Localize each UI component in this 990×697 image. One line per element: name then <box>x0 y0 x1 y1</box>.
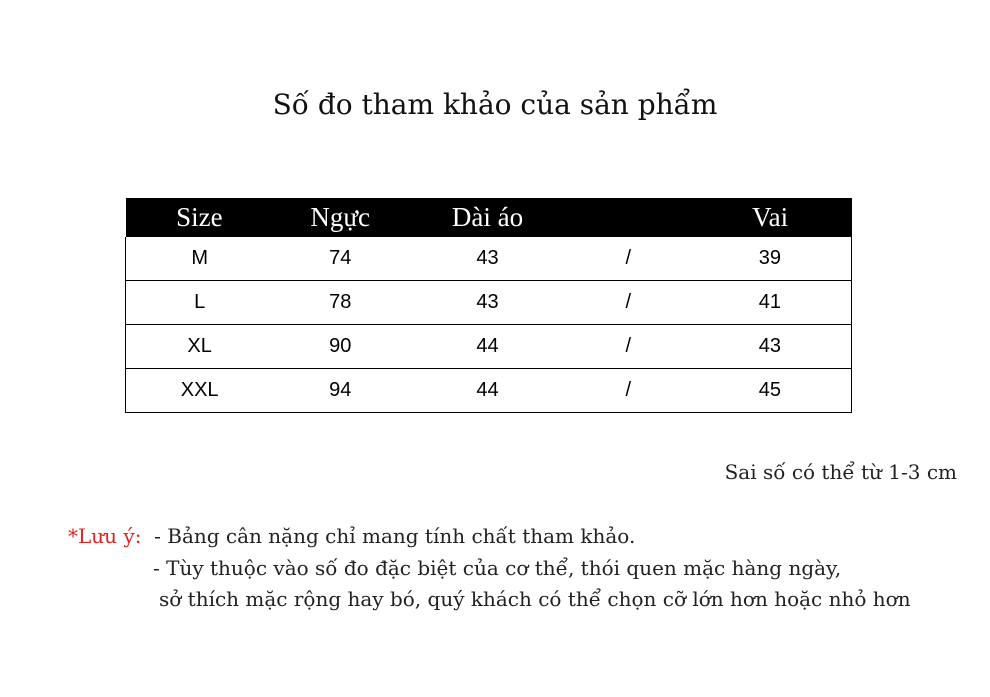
cell-size: M <box>126 237 274 281</box>
cell-length: 43 <box>407 237 568 281</box>
cell-chest: 90 <box>273 325 407 369</box>
cell-length: 44 <box>407 369 568 413</box>
cell-chest: 74 <box>273 237 407 281</box>
header-length: Dài áo <box>407 198 568 237</box>
cell-length: 44 <box>407 325 568 369</box>
note-line-3: sở thích mặc rộng hay bó, quý khách có thể chọn cỡ lớn hơn hoặc nhỏ hơn <box>159 587 911 611</box>
cell-shoulder: 41 <box>689 281 852 325</box>
size-chart-table <box>125 198 852 413</box>
cell-separator: / <box>568 281 689 325</box>
cell-separator: / <box>568 237 689 281</box>
cell-size: XXL <box>126 369 274 413</box>
header-size: Size <box>126 198 274 237</box>
note-text-1: - Bảng cân nặng chỉ mang tính chất tham khảo. <box>154 524 636 548</box>
cell-shoulder: 39 <box>689 237 852 281</box>
cell-separator: / <box>568 369 689 413</box>
header-empty <box>568 198 689 237</box>
note-line-2: - Tùy thuộc vào số đo đặc biệt của cơ thể, thói quen mặc hàng ngày, <box>153 556 842 580</box>
cell-shoulder: 45 <box>689 369 852 413</box>
note-line-1 <box>68 524 635 548</box>
tolerance-note: Sai số có thể từ 1-3 cm <box>724 460 957 484</box>
note-label: *Lưu ý: <box>68 524 142 548</box>
cell-chest: 78 <box>273 281 407 325</box>
cell-chest: 94 <box>273 369 407 413</box>
table-row <box>126 237 852 281</box>
cell-length: 43 <box>407 281 568 325</box>
page-title: Số đo tham khảo của sản phẩm <box>272 88 718 121</box>
cell-size: XL <box>126 325 274 369</box>
cell-shoulder: 43 <box>689 325 852 369</box>
table-row <box>126 369 852 413</box>
header-chest: Ngực <box>273 198 407 237</box>
table-row <box>126 281 852 325</box>
table-header-row <box>126 198 852 237</box>
cell-size: L <box>126 281 274 325</box>
header-shoulder: Vai <box>689 198 852 237</box>
cell-separator: / <box>568 325 689 369</box>
table-row <box>126 325 852 369</box>
